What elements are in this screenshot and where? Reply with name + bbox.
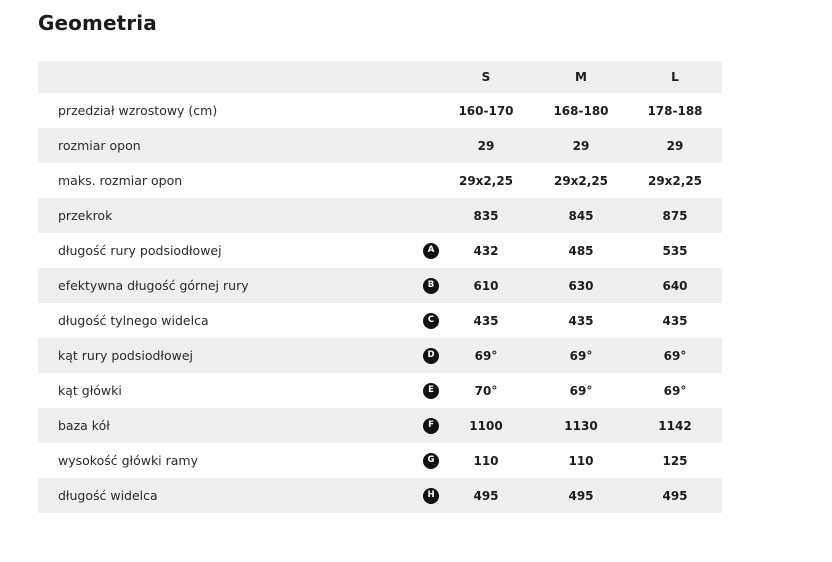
value-cell-s: 495 [473, 488, 499, 503]
row-label: efektywna długość górnej rury [58, 278, 249, 293]
section-title: Geometria [38, 11, 157, 35]
measurement-marker [423, 478, 439, 513]
value-cell-s: 160-170 [458, 103, 514, 118]
table-header-row [38, 61, 722, 93]
value-cell-s: 110 [473, 453, 499, 468]
value-cell-s: 29 [477, 138, 495, 153]
value-cell-l: 495 [662, 488, 688, 503]
column-header-m: M [575, 70, 587, 84]
table-row [38, 373, 722, 408]
value-cell-l: 29x2,25 [647, 173, 703, 188]
value-cell-s: 70° [474, 383, 498, 398]
table-row [38, 233, 722, 268]
value-cell-s: 29x2,25 [458, 173, 514, 188]
measurement-marker [423, 233, 439, 268]
table-row [38, 338, 722, 373]
table-row [38, 93, 722, 128]
column-header-l: L [671, 70, 679, 84]
row-label: baza kół [58, 418, 110, 433]
measurement-marker [423, 338, 439, 373]
value-cell-m: 630 [568, 278, 594, 293]
row-label: maks. rozmiar opon [58, 173, 183, 188]
value-cell-l: 69° [663, 383, 687, 398]
value-cell-m: 1130 [564, 418, 598, 433]
column-header-s: S [481, 70, 491, 84]
value-cell-s: 69° [474, 348, 498, 363]
value-cell-m: 69° [569, 383, 593, 398]
geometry-table [38, 61, 722, 513]
table-row [38, 303, 722, 338]
table-body [38, 93, 722, 513]
value-cell-m: 435 [568, 313, 594, 328]
row-label: długość tylnego widelca [58, 313, 209, 328]
measurement-badge-icon: G [423, 453, 439, 469]
table-row [38, 478, 722, 513]
value-cell-m: 29x2,25 [553, 173, 609, 188]
value-cell-l: 125 [662, 453, 688, 468]
value-cell-l: 69° [663, 348, 687, 363]
value-cell-m: 485 [568, 243, 594, 258]
value-cell-m: 69° [569, 348, 593, 363]
measurement-marker [423, 408, 439, 443]
value-cell-l: 29 [666, 138, 684, 153]
measurement-marker [423, 303, 439, 338]
value-cell-m: 495 [568, 488, 594, 503]
value-cell-l: 178-188 [647, 103, 703, 118]
table-row [38, 443, 722, 478]
measurement-marker [423, 443, 439, 478]
measurement-badge-icon: C [423, 313, 439, 329]
table-row [38, 128, 722, 163]
row-label: wysokość główki ramy [58, 453, 198, 468]
measurement-badge-icon: B [423, 278, 439, 294]
row-label: rozmiar opon [58, 138, 141, 153]
row-label: przedział wzrostowy (cm) [58, 103, 218, 118]
value-cell-s: 835 [473, 208, 499, 223]
row-label: kąt rury podsiodłowej [58, 348, 194, 363]
value-cell-s: 435 [473, 313, 499, 328]
table-row [38, 198, 722, 233]
value-cell-l: 1142 [658, 418, 692, 433]
value-cell-m: 168-180 [553, 103, 609, 118]
measurement-badge-icon: E [423, 383, 439, 399]
row-label: przekrok [58, 208, 113, 223]
value-cell-s: 1100 [469, 418, 503, 433]
measurement-badge-icon: H [423, 488, 439, 504]
row-label: długość widelca [58, 488, 158, 503]
value-cell-l: 535 [662, 243, 688, 258]
value-cell-s: 432 [473, 243, 499, 258]
table-row [38, 268, 722, 303]
value-cell-l: 875 [662, 208, 688, 223]
measurement-badge-icon: A [423, 243, 439, 259]
measurement-marker [423, 373, 439, 408]
row-label: długość rury podsiodłowej [58, 243, 222, 258]
table-row [38, 408, 722, 443]
measurement-badge-icon: F [423, 418, 439, 434]
value-cell-l: 640 [662, 278, 688, 293]
table-row [38, 163, 722, 198]
value-cell-l: 435 [662, 313, 688, 328]
value-cell-m: 29 [572, 138, 590, 153]
measurement-badge-icon: D [423, 348, 439, 364]
value-cell-s: 610 [473, 278, 499, 293]
row-label: kąt główki [58, 383, 122, 398]
value-cell-m: 110 [568, 453, 594, 468]
value-cell-m: 845 [568, 208, 594, 223]
measurement-marker [423, 268, 439, 303]
